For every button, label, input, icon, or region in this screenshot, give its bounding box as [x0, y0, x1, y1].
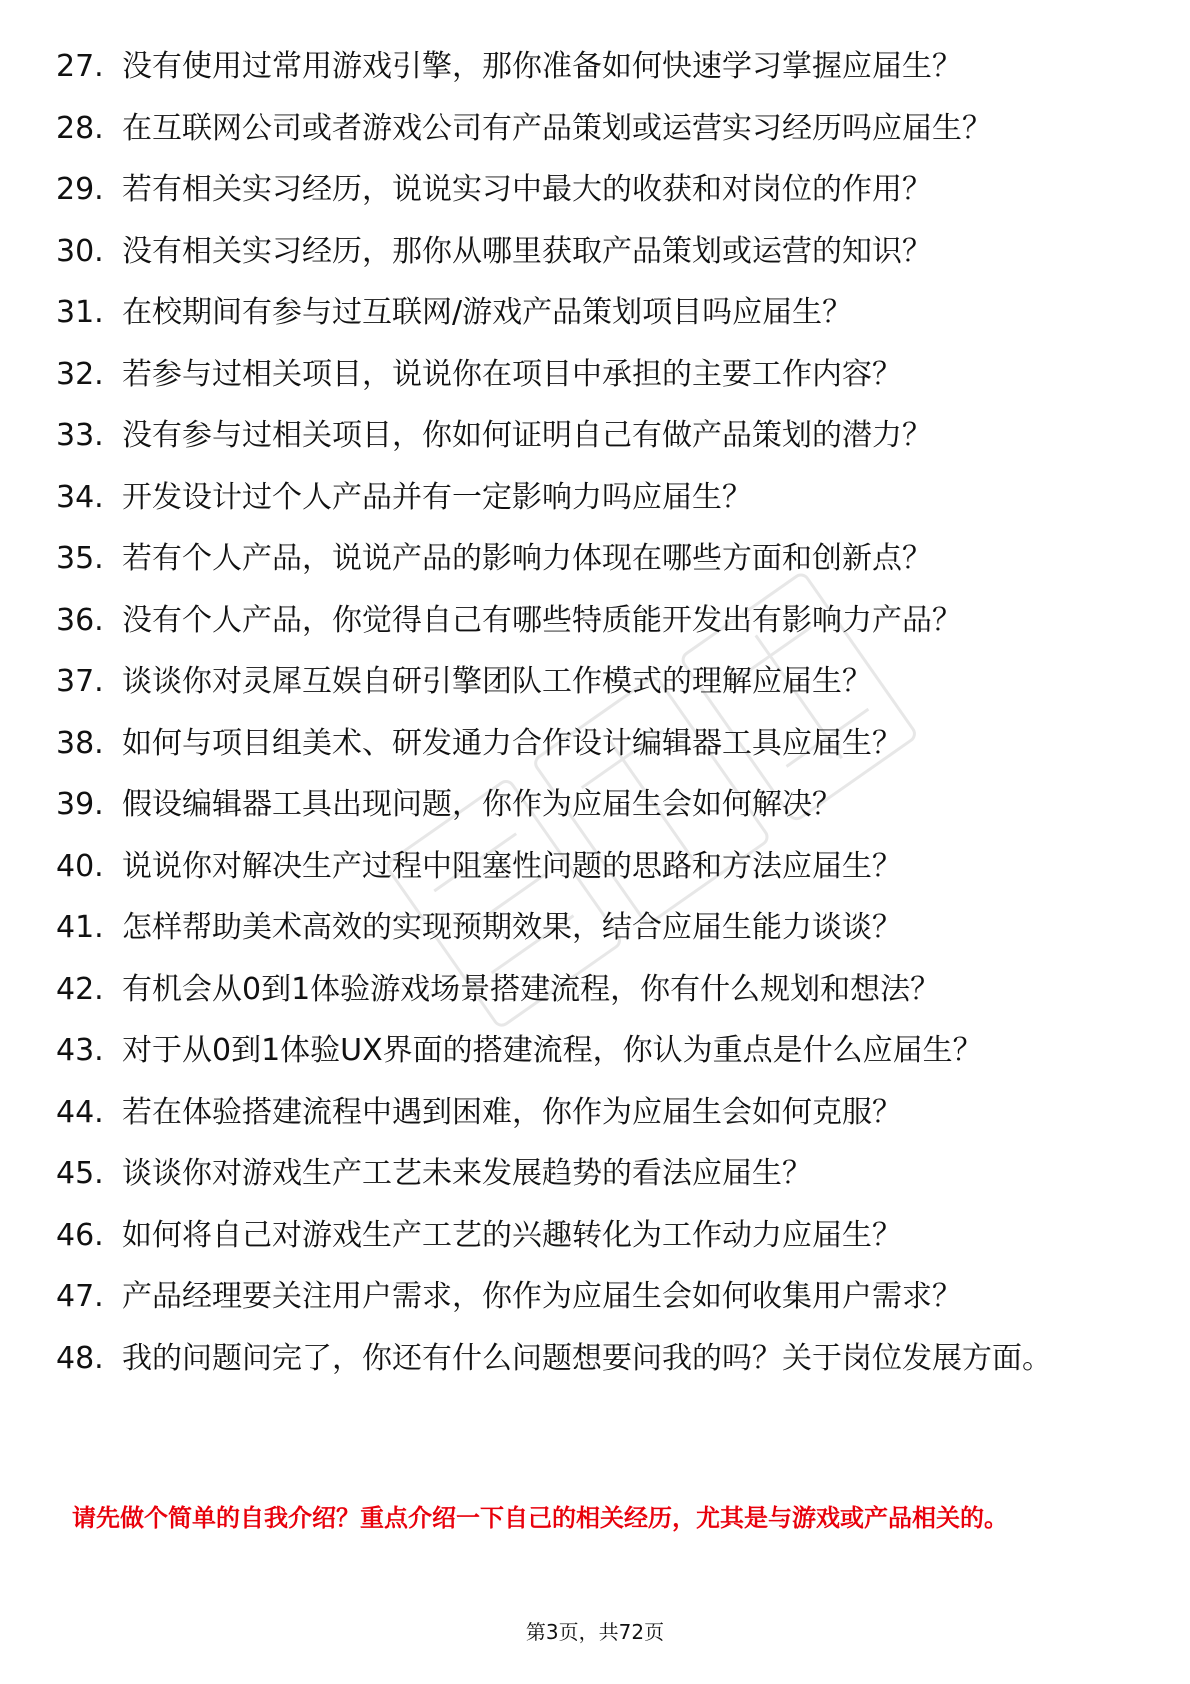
question-number: 35.: [56, 541, 104, 576]
list-item: [56, 971, 1116, 1009]
question-number: 47.: [56, 1279, 104, 1314]
question-text: 谈谈你对灵犀互娱自研引擎团队工作模式的理解应届生？: [122, 664, 872, 699]
question-text: 假设编辑器工具出现问题，你作为应届生会如何解决？: [122, 787, 842, 822]
list-item: [56, 110, 1116, 148]
list-item: [56, 786, 1116, 824]
question-text: 如何将自己对游戏生产工艺的兴趣转化为工作动力应届生？: [122, 1217, 902, 1253]
list-item: [56, 602, 1116, 640]
list-item: [56, 725, 1116, 763]
question-number: 27.: [56, 49, 104, 84]
question-text: 如何与项目组美术、研发通力合作设计编辑器工具应届生？: [122, 725, 902, 761]
question-number: 42.: [56, 971, 104, 1007]
list-item: [56, 233, 1116, 271]
list-item: [56, 48, 1116, 86]
list-item: [56, 1278, 1116, 1316]
list-item: [56, 479, 1116, 517]
question-text: 没有参与过相关项目，你如何证明自己有做产品策划的潜力？: [122, 418, 932, 453]
question-text: 产品经理要关注用户需求，你作为应届生会如何收集用户需求？: [122, 1279, 962, 1314]
question-text: 怎样帮助美术高效的实现预期效果，结合应届生能力谈谈？: [122, 910, 902, 945]
question-number: 37.: [56, 664, 104, 699]
question-number: 32.: [56, 356, 104, 392]
list-item: [56, 1340, 1116, 1378]
question-number: 46.: [56, 1217, 104, 1253]
question-number: 45.: [56, 1156, 104, 1191]
question-text: 开发设计过个人产品并有一定影响力吗应届生？: [122, 479, 752, 515]
question-number: 48.: [56, 1340, 104, 1376]
list-item: [56, 1217, 1116, 1255]
question-number: 31.: [56, 295, 104, 330]
self-introduction-prompt: 请先做个简单的自我介绍？重点介绍一下自己的相关经历，尤其是与游戏或产品相关的。: [72, 1504, 1008, 1532]
question-text: 若参与过相关项目，说说你在项目中承担的主要工作内容？: [122, 356, 902, 392]
question-number: 29.: [56, 172, 104, 207]
question-number: 33.: [56, 418, 104, 453]
list-item: [56, 848, 1116, 886]
question-number: 36.: [56, 602, 104, 638]
question-number: 30.: [56, 233, 104, 269]
list-item: [56, 909, 1116, 947]
question-number: 43.: [56, 1033, 104, 1068]
list-item: [56, 171, 1116, 209]
question-number: 39.: [56, 787, 104, 822]
question-text: 没有使用过常用游戏引擎，那你准备如何快速学习掌握应届生？: [122, 49, 962, 84]
question-text: 在互联网公司或者游戏公司有产品策划或运营实习经历吗应届生？: [122, 110, 992, 146]
question-number: 40.: [56, 848, 104, 884]
question-text: 若有相关实习经历，说说实习中最大的收获和对岗位的作用？: [122, 172, 932, 207]
question-text: 有机会从0到1体验游戏场景搭建流程，你有什么规划和想法？: [122, 971, 941, 1007]
question-number: 28.: [56, 110, 104, 146]
list-item: [56, 663, 1116, 701]
page-footer: 第3页，共72页: [525, 1620, 665, 1644]
question-text: 若有个人产品，说说产品的影响力体现在哪些方面和创新点？: [122, 541, 932, 576]
list-item: [56, 1032, 1116, 1070]
question-number: 34.: [56, 479, 104, 515]
question-text: 若在体验搭建流程中遇到困难，你作为应届生会如何克服？: [122, 1094, 902, 1130]
list-item: [56, 356, 1116, 394]
list-item: [56, 1094, 1116, 1132]
question-text: 我的问题问完了，你还有什么问题想要问我的吗？关于岗位发展方面。: [122, 1340, 1052, 1376]
question-number: 44.: [56, 1094, 104, 1130]
question-text: 对于从0到1体验UX界面的搭建流程，你认为重点是什么应届生？: [122, 1033, 983, 1068]
question-text: 没有相关实习经历，那你从哪里获取产品策划或运营的知识？: [122, 233, 932, 269]
question-list: [56, 48, 1116, 1401]
question-number: 38.: [56, 725, 104, 761]
list-item: [56, 540, 1116, 578]
question-text: 说说你对解决生产过程中阻塞性问题的思路和方法应届生？: [122, 848, 902, 884]
question-text: 在校期间有参与过互联网/游戏产品策划项目吗应届生？: [122, 295, 853, 330]
question-text: 没有个人产品，你觉得自己有哪些特质能开发出有影响力产品？: [122, 602, 962, 638]
list-item: [56, 1155, 1116, 1193]
question-text: 谈谈你对游戏生产工艺未来发展趋势的看法应届生？: [122, 1156, 812, 1191]
question-number: 41.: [56, 910, 104, 945]
list-item: [56, 294, 1116, 332]
list-item: [56, 417, 1116, 455]
